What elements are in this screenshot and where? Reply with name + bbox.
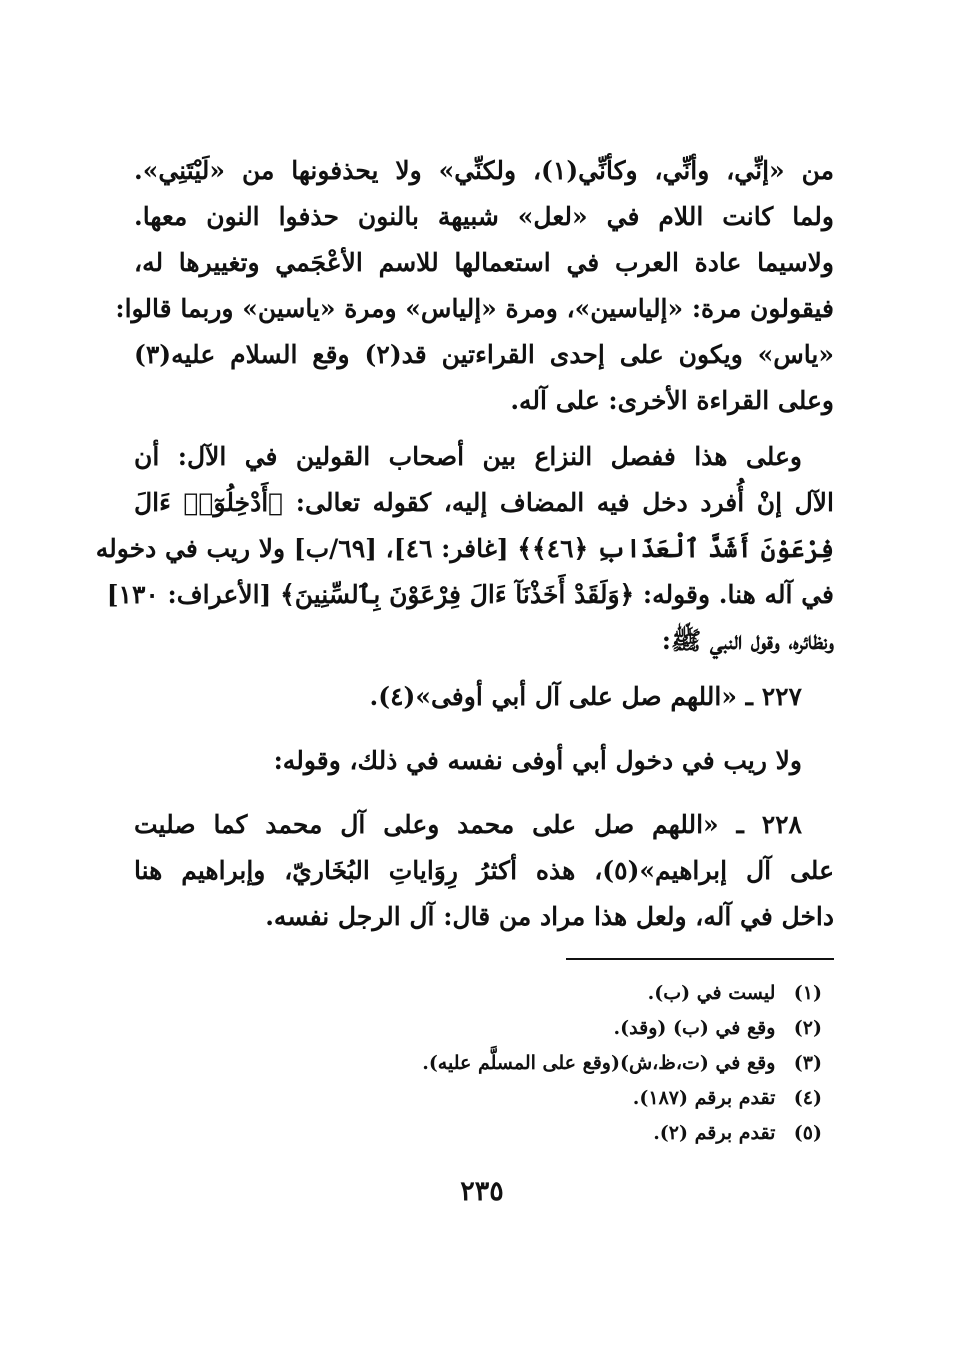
- footnote-item: [134, 976, 834, 1011]
- footnote-number: (١): [793, 982, 822, 1004]
- footnote-text: ليست في (ب).: [647, 982, 776, 1004]
- footnote-number: (٤): [793, 1087, 822, 1109]
- text-line: الآل إنْ أُفرد دخل فيه المضاف إليه، كقوله تعالى: ﴿أَدْخِلُوٓا۟ ءَالَ: [134, 488, 834, 517]
- footnote-item: [134, 1011, 834, 1046]
- text-line: فيقولون مرة: «إلياسين»، ومرة «إلياس» ومرة «ياسين» وربما قالوا:: [115, 294, 834, 323]
- spacer: [134, 664, 834, 674]
- footnote-item: [134, 1081, 834, 1116]
- paragraph: ولا ريب في دخول أبي أوفى نفسه في ذلك، وقوله:: [273, 746, 802, 775]
- hadith-228: [134, 802, 834, 940]
- text-line: ولاسيما عادة العرب في استعمالها للاسم الأعْجَمي وتغييرها له،: [134, 248, 834, 277]
- text-line: ونظائره، وقول النبي ﷺ:: [661, 626, 834, 655]
- text-line: ٢٢٨ ـ «اللهم صل على محمد وعلى آل محمد كما صليت: [134, 810, 802, 839]
- footnote-item: [134, 1116, 834, 1151]
- text-line: فِرْعَوْنَ أَشَدَّ ٱلْعَذَابِ ﴿٤٦﴾﴾ [غافر: ٤٦]، [٦٩/ب] ولا ريب في دخوله: [95, 534, 834, 563]
- spacer: [134, 784, 834, 802]
- footnote-text: تقدم برقم (١٨٧).: [632, 1087, 776, 1109]
- footnote-item: [134, 1046, 834, 1081]
- footnote-text: وقع في (ب) (وقد).: [613, 1017, 776, 1039]
- paragraph: [115, 148, 835, 424]
- footnote-text: وقع في (ت،ظ،ش)(وقع على المسلَّم عليه).: [422, 1052, 776, 1074]
- text-line: من «إنِّي، وأنِّي، وكأنِّي(١)، ولكنِّي» ولا يحذفونها من «لَيْتَنِي».: [134, 156, 834, 185]
- text-line: ولما كانت اللام في «لعل» شبيهة بالنون حذفوا النون معها.: [134, 202, 834, 231]
- main-text: [95, 148, 835, 940]
- footnote-divider: [566, 958, 834, 960]
- page-number: ٢٣٥: [460, 1176, 504, 1207]
- footnote-number: (٢): [793, 1017, 822, 1039]
- footnote-text: تقدم برقم (٢).: [653, 1122, 776, 1144]
- footnote-number: (٣): [793, 1052, 822, 1074]
- spacer: [134, 720, 834, 738]
- text-line: «ياس» ويكون على إحدى القراءتين قد(٢) وقع السلام عليه(٣): [134, 340, 835, 369]
- paragraph: [95, 434, 834, 664]
- footnotes: [134, 976, 834, 1151]
- text-line: على آل إبراهيم»(٥)، هذه أكثرُ رِوَاياتِ البُخَاريّ، وإبراهيم هنا: [134, 856, 834, 885]
- text-line: وعلى هذا ففصل النزاع بين أصحاب القولين في الآل: أن: [134, 442, 802, 471]
- hadith-227: ٢٢٧ ـ «اللهم صل على آل أبي أوفى»(٤).: [369, 682, 802, 711]
- text-line: وعلى القراءة الأخرى: على آله.: [510, 386, 834, 415]
- text-line: داخل في آله، ولعل هذا مراد من قال: آل الرجل نفسه.: [265, 902, 834, 931]
- footnote-number: (٥): [793, 1122, 822, 1144]
- spacer: [134, 424, 834, 434]
- text-line: في آله هنا. وقوله: ﴿وَلَقَدْ أَخَذْنَآ ءَالَ فِرْعَوْنَ بِٱلسِّنِينَ﴾ [الأعراف: ١٣٠]: [106, 580, 834, 609]
